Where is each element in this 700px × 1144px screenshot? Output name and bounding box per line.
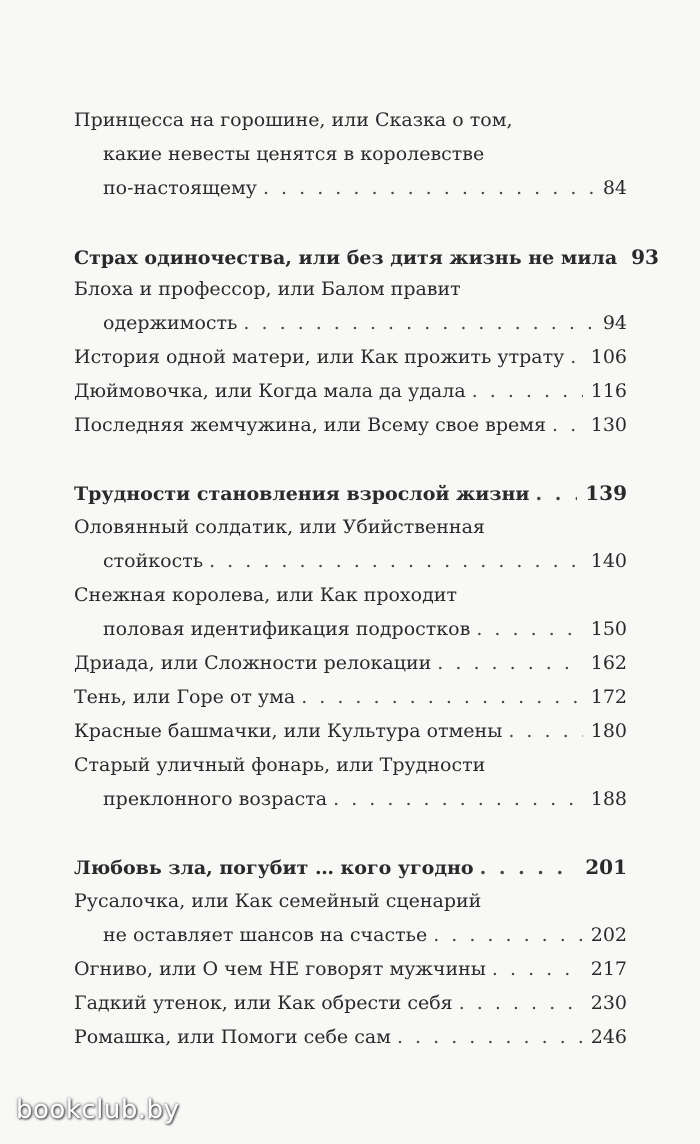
dot-leader (459, 986, 583, 1020)
dot-leader (263, 171, 595, 205)
toc-page-number: 150 (590, 618, 627, 640)
toc-title: Снежная королева, или Как проходит (74, 584, 457, 606)
dot-leader (472, 374, 583, 408)
toc-title: половая идентификация подростков (103, 618, 471, 640)
toc-page-number: 202 (590, 924, 627, 946)
toc-line (0, 171, 700, 205)
dot-leader (570, 340, 582, 374)
toc-page-number: 217 (590, 958, 627, 980)
dot-leader (492, 952, 583, 986)
toc-page-number: 172 (590, 686, 627, 708)
toc-line (0, 510, 700, 544)
toc-line (0, 272, 700, 306)
dot-leader (535, 477, 577, 511)
toc-title: Дриада, или Сложности релокации (74, 652, 432, 674)
toc-line (0, 680, 700, 714)
toc-title: Гадкий утенок, или Как обрести себя (74, 992, 453, 1014)
toc-page-number: 139 (585, 481, 627, 505)
toc-page-number: 230 (590, 992, 627, 1014)
toc-title: Последняя жемчужина, или Всему свое время (74, 414, 547, 436)
dot-leader (397, 1020, 583, 1054)
watermark: bookclub.by (16, 1095, 180, 1125)
toc-line (0, 884, 700, 918)
toc-line (0, 544, 700, 578)
toc-title: Огниво, или О чем НЕ говорят мужчины (74, 958, 486, 980)
toc-title: Ромашка, или Помоги себе сам (74, 1026, 391, 1048)
toc-title: Дюймовочка, или Когда мала да удала (74, 380, 466, 402)
toc-page-number: 106 (590, 346, 627, 368)
toc-line (0, 408, 700, 442)
toc-title: не оставляет шансов на счастье (103, 924, 428, 946)
toc-title: Блоха и профессор, или Балом правит (74, 278, 461, 300)
toc-line (0, 748, 700, 782)
toc-title: по-настоящему (103, 177, 257, 199)
toc-page-number: 246 (590, 1026, 627, 1048)
toc-page-number: 93 (631, 245, 659, 269)
toc-page-number: 180 (590, 720, 627, 742)
toc-page-number: 84 (602, 177, 627, 199)
toc-title: Принцесса на горошине, или Сказка о том, (74, 109, 513, 131)
toc-page-number: 162 (590, 652, 627, 674)
toc-line (0, 1020, 700, 1054)
toc-title: преклонного возраста (103, 788, 328, 810)
dot-leader (433, 918, 583, 952)
toc-line (0, 306, 700, 340)
toc-page-number: 201 (585, 855, 627, 879)
dot-leader (508, 714, 582, 748)
dot-leader (480, 851, 578, 885)
toc-title: какие невесты ценятся в королевстве (103, 143, 485, 165)
toc-line (0, 612, 700, 646)
toc-line (0, 476, 700, 510)
toc-line (0, 578, 700, 612)
dot-leader (333, 782, 583, 816)
toc-page-number: 140 (590, 550, 627, 572)
dot-leader (476, 612, 582, 646)
toc-line (0, 646, 700, 680)
toc-line (0, 952, 700, 986)
toc-title: одержимость (103, 312, 238, 334)
dot-leader (209, 544, 583, 578)
toc-line (0, 340, 700, 374)
toc-title: Старый уличный фонарь, или Трудности (74, 754, 486, 776)
toc-line (0, 918, 700, 952)
toc-line (0, 103, 700, 137)
toc-line (0, 137, 700, 171)
toc-page-number: 116 (590, 380, 627, 402)
toc-line (0, 850, 700, 884)
dot-leader (437, 646, 582, 680)
toc-page-number: 130 (590, 414, 627, 436)
dot-leader (243, 306, 594, 340)
toc-line (0, 240, 700, 274)
toc-title: Оловянный солдатик, или Убийственная (74, 516, 485, 538)
toc-title: История одной матери, или Как прожить утрату (74, 346, 565, 368)
toc-title: Русалочка, или Как семейный сценарий (74, 890, 482, 912)
toc-title: стойкость (103, 550, 204, 572)
dot-leader (552, 408, 583, 442)
dot-leader (301, 680, 583, 714)
toc-title: Любовь зла, погубит … кого угодно (74, 857, 474, 879)
toc-line (0, 986, 700, 1020)
toc-title: Трудности становления взрослой жизни (74, 483, 530, 505)
toc-page-number: 94 (602, 312, 627, 334)
toc-line (0, 714, 700, 748)
toc-line (0, 782, 700, 816)
toc-title: Тень, или Горе от ума (74, 686, 296, 708)
toc-title: Страх одиночества, или без дитя жизнь не мила (74, 247, 618, 269)
toc-line (0, 374, 700, 408)
toc-title: Красные башмачки, или Культура отмены (74, 720, 503, 742)
toc-page-number: 188 (590, 788, 627, 810)
